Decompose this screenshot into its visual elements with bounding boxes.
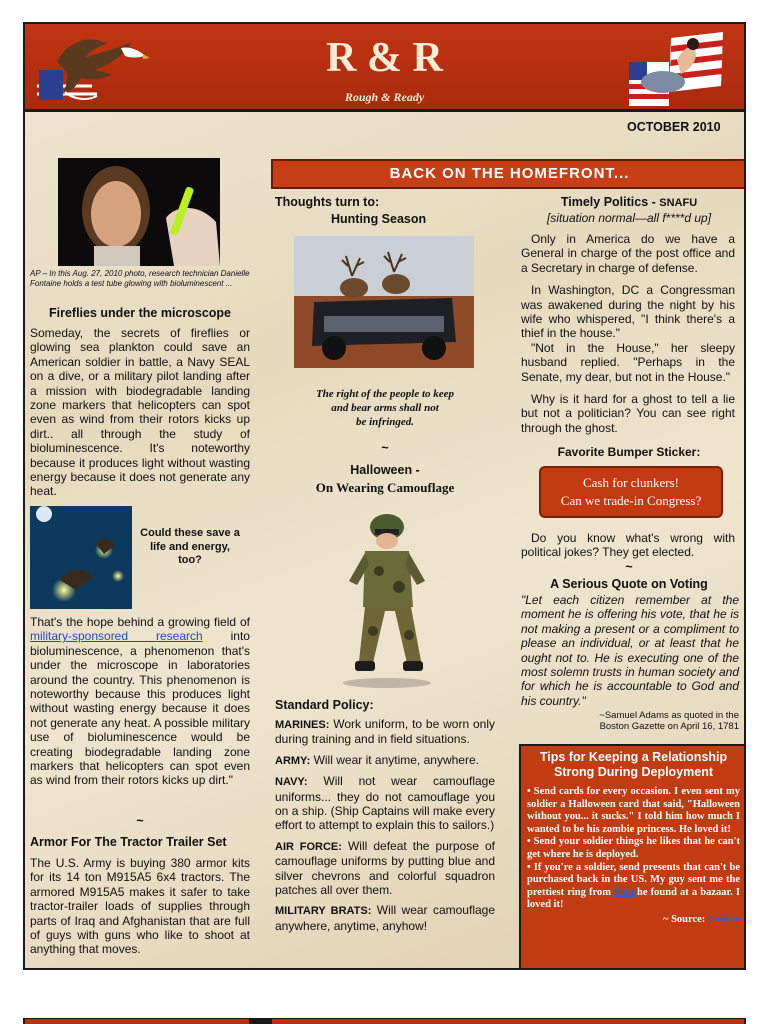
policy-label-army: ARMY: [275, 754, 311, 767]
middle-divider: ~ [381, 441, 389, 455]
masthead-subtitle: Rough & Ready [344, 90, 425, 104]
policy-label-air-force: AIR FORCE: [275, 840, 342, 853]
armor-article [30, 856, 250, 957]
joke-post-office: Only in America do we have a General in charge of the post office and a Secretary in charge of defense. [521, 232, 735, 275]
masthead [25, 24, 744, 112]
elected-joke-text: Do you know what's wrong with political jokes? They get elected. [521, 531, 735, 560]
halloween-subheading: On Wearing Camouflage [315, 480, 455, 495]
hope-article [30, 615, 250, 788]
fireflies-article [30, 326, 250, 499]
policy-text-navy: Will not wear camouflage uniforms... they do not camouflage you on a ship. (Ship Captains will make every effort to attempt to explain this to sailors.) [275, 774, 495, 833]
joke-thief-part1: In Washington, DC a Congressman was awakened during the night by his wife who whispered, "I think there's a thief in the house." [521, 283, 735, 341]
voting-quote [521, 593, 739, 708]
bumper-line-2: Can we trade-in Congress? [560, 493, 702, 508]
politics-heading [519, 195, 739, 210]
hope-text-end: into bioluminescence, a phenomenon that's under the microscope in laboratories around the country. This phenomenon is noteworthy because this produces light without wasting energy because it does not generate any heat. A possible military use of bioluminescence would be creating biodegradable landing zone markers that helicopters can spot even as wind from their rotors kicks up dirt." [30, 629, 250, 788]
source-link[interactable]: Lolotte [707, 913, 740, 925]
voting-heading: A Serious Quote on Voting [550, 577, 708, 591]
tip-presents [527, 862, 740, 912]
policy-text-air-force: Will defeat the purpose of camouflage uniforms by putting blue and silver chevrons and colorful squadron patches all over them. [275, 838, 495, 898]
quote-line-3: be infringed. [355, 416, 415, 428]
bumper-heading: Favorite Bumper Sticker: [557, 445, 701, 459]
policy-text-marines: Work uniform, to be worn only during training and in field situations. [275, 717, 495, 747]
masthead-title: R & R [326, 35, 443, 81]
next-page-edge [23, 1018, 746, 1024]
bumper-sticker [539, 466, 723, 518]
elected-joke [521, 531, 735, 560]
newsletter-page [23, 22, 746, 970]
voting-attribution [519, 710, 739, 732]
pinup-flag-icon [625, 30, 725, 108]
camouflage-kid-photo [329, 511, 439, 689]
left-divider: ~ [136, 814, 144, 828]
quote-line-1: The right of the people to keep [315, 388, 455, 400]
fireflies-text: Someday, the secrets of fireflies or glowing sea plankton could save an American soldier in battle, a Navy SEAL on a dive, or a military pilot landing after a mission with biodegradable landing zone markers that helicopters can spot even as wind from their rotors kicks up dirt.. all through the study of bioluminescence. It's noteworthy because it produces light without wasting energy because it does not generate any heat. [30, 326, 250, 499]
relationship-tips-box [519, 744, 746, 970]
tip-presents-text-start: • If you're a soldier, send presents that can't be purchased back in the US. My guy sent me the prettiest ring from [527, 861, 740, 898]
joke-thief-part2: "Not in the House," her sleepy husband replied. "Perhaps in the Senate, my dear, but not in the House." [521, 340, 735, 384]
armor-text: The U.S. Army is buying 380 armor kits for its 14 ton M915A5 6x4 tractors. The armored M915A5 makes it safer to take tractor-trailer loads of supplies through parts of Iraq and Afghanistan that are full of guys with guns who like to shoot at anything that moves. [30, 856, 250, 957]
section-banner: BACK ON THE HOMEFRONT... [271, 159, 746, 189]
attribution-line-2: Boston Gazette on April 16, 1781 [599, 721, 739, 732]
tips-source [527, 914, 740, 925]
tips-title: Tips for Keeping a Relationship Strong During Deployment [539, 750, 728, 779]
politics-tag: SNAFU [659, 197, 698, 209]
halloween-heading: Halloween - [350, 463, 420, 477]
policy-label-marines: MARINES: [275, 719, 330, 731]
jeep-deer-photo [294, 236, 474, 368]
iraq-link[interactable]: Iraq [614, 886, 634, 898]
quote-line-2: and bear arms shall not [331, 402, 439, 414]
hope-text-start: That's the hope behind a growing field of [30, 615, 250, 629]
armor-heading: Armor For The Tractor Trailer Set [30, 835, 227, 849]
attribution-line-1: ~Samuel Adams as quoted in the [599, 710, 739, 721]
policy-list [275, 717, 495, 933]
tip-send-things: • Send your soldier things he likes that he can't get where he is deployed. [527, 836, 740, 860]
fireflies-heading: Fireflies under the microscope [49, 306, 231, 320]
issue-date: OCTOBER 2010 [627, 120, 721, 134]
scientist-photo [58, 158, 220, 266]
policy-text-army: Will wear it anytime, anywhere. [310, 752, 479, 767]
photo-caption: AP – In this Aug. 27, 2010 photo, research technician Danielle Fontaine holds a test tube glowing with bioluminescent ... [30, 269, 250, 288]
right-divider: ~ [625, 560, 633, 574]
tip-cards: • Send cards for every occasion. I even sent my soldier a Halloween card that said, "Halloween without you... it sucks." I told him how much I wanted to be his zombie princess. He loved it! [527, 786, 740, 835]
politics-jokes [521, 232, 735, 435]
policy-text-military-brats: Will wear camouflage anywhere, anytime, anyhow! [275, 903, 495, 933]
firefly-image [30, 506, 132, 609]
firefly-callout: Could these save a life and energy, too? [140, 527, 240, 566]
politics-subheading: [situation normal—all f****d up] [546, 211, 712, 225]
voting-quote-text: "Let each citizen remember at the moment he is offering his vote, that he is not making a present or a compliment to please an individual, or at least that he ought not to. He is executing one of the most solemn trusts in human society and for which he is accountable to God and his country." [521, 593, 739, 708]
policy-label-military-brats: MILITARY BRATS: [275, 905, 372, 918]
joke-ghost: Why is it hard for a ghost to tell a lie but not a politician? You can see right through the ghost. [521, 392, 735, 435]
tip-presents-text-end: he found at a bazaar. I loved it! [527, 886, 741, 911]
military-research-link[interactable]: military-sponsored research [30, 629, 203, 644]
bumper-line-1: Cash for clunkers! [582, 475, 680, 490]
policy-heading: Standard Policy: [275, 698, 374, 712]
policy-label-navy: NAVY: [275, 776, 308, 789]
politics-title: Timely Politics - [560, 195, 660, 209]
thoughts-subheading: Hunting Season [331, 212, 427, 226]
thoughts-heading: Thoughts turn to: [275, 195, 380, 209]
source-label: ~ Source: [662, 913, 706, 925]
second-amendment-quote [275, 387, 495, 429]
